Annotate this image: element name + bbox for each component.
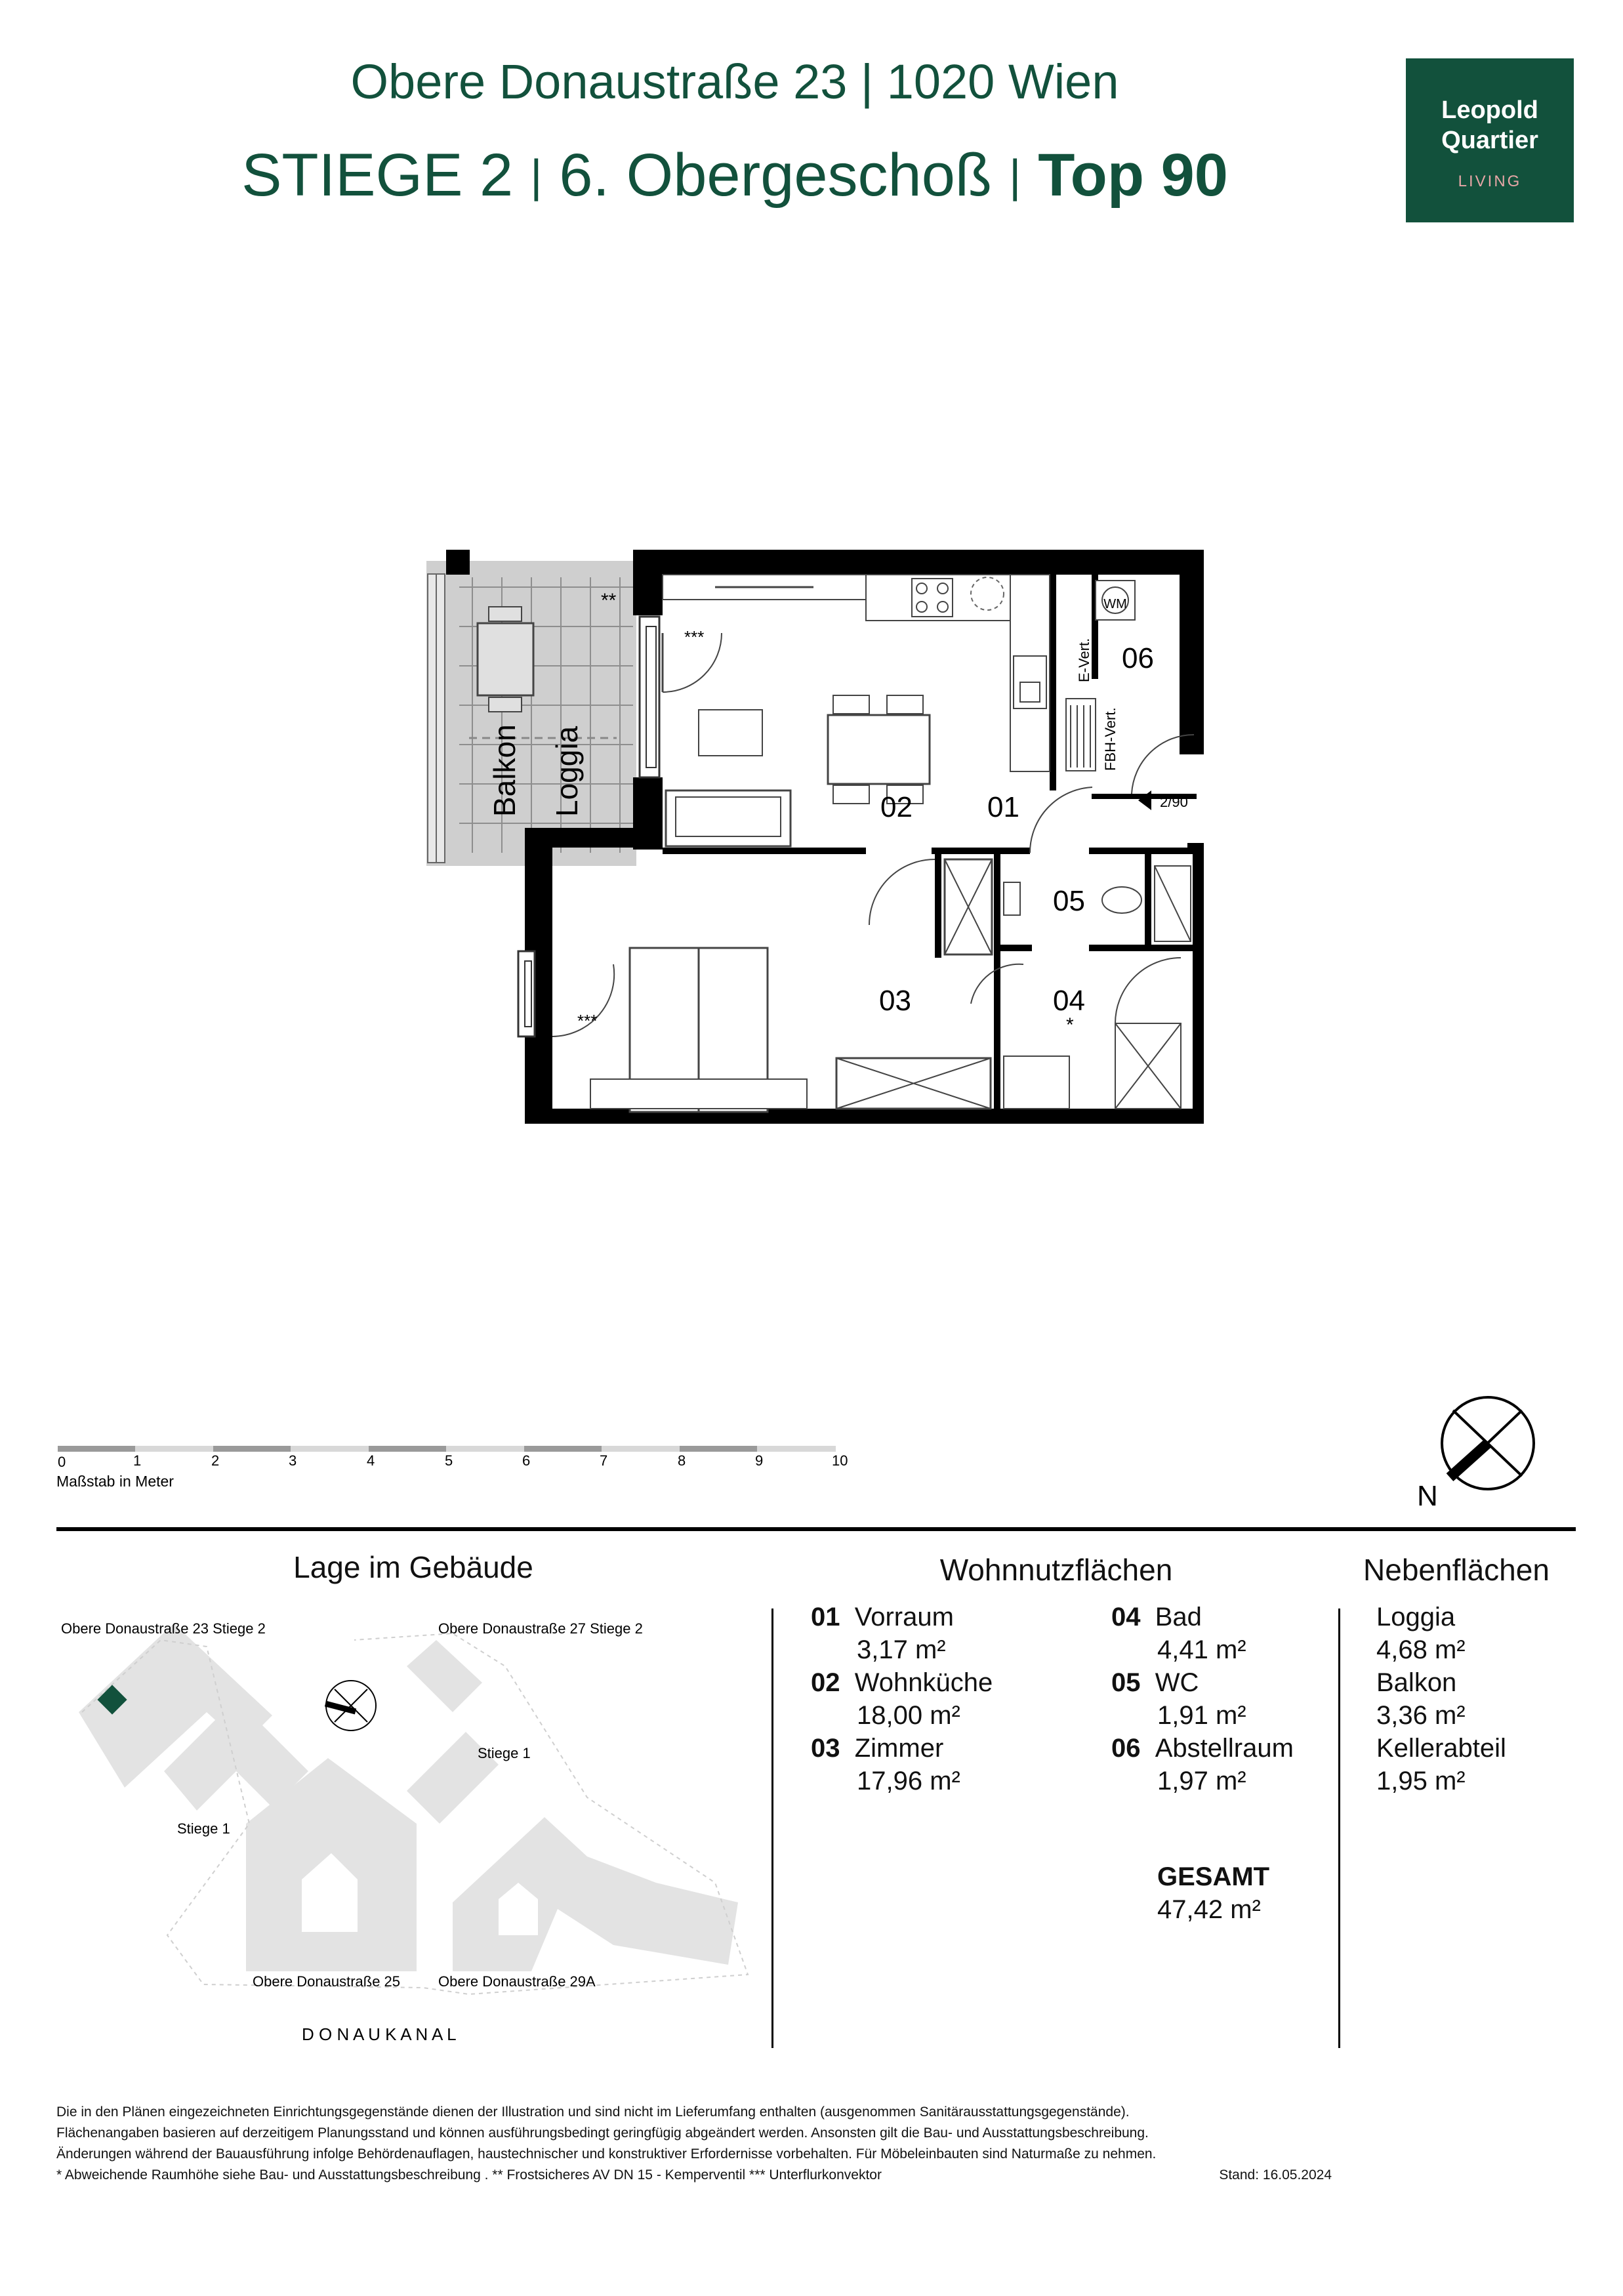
total-label: GESAMT xyxy=(1157,1862,1270,1891)
room-name: Bad xyxy=(1155,1603,1202,1631)
total xyxy=(1157,1860,1328,1926)
date-stamp: Stand: 16.05.2024 xyxy=(1219,2167,1332,2183)
scale-tick: 3 xyxy=(289,1452,297,1469)
room-num: 02 xyxy=(811,1668,840,1697)
logo-line-1: Leopold xyxy=(1441,96,1538,124)
footnote-star: *** xyxy=(684,627,705,647)
scale-caption: Maßstab in Meter xyxy=(56,1473,174,1490)
fbh-vert-label: FBH-Vert. xyxy=(1102,707,1119,771)
disclaimer-line: Die in den Plänen eingezeichneten Einrichtungsgegenstände dienen der Illustration und sind nicht im Lieferumfang enthalten (ausgenommen Sanitärausstattungsgegenstände). xyxy=(56,2104,1130,2120)
divider xyxy=(56,1527,1576,1531)
room-area: 1,91 m² xyxy=(1157,1701,1246,1730)
scale-tick: 1 xyxy=(133,1452,142,1469)
address-title: Obere Donaustraße 23 | 1020 Wien xyxy=(350,54,1119,109)
room-num: 06 xyxy=(1111,1734,1141,1763)
room-number: 04 xyxy=(1053,985,1085,1017)
scale-tick: 5 xyxy=(445,1452,453,1469)
room-area: 4,41 m² xyxy=(1157,1635,1246,1664)
room-number: 03 xyxy=(879,985,911,1017)
room-area: 1,97 m² xyxy=(1157,1767,1246,1795)
room-name: Vorraum xyxy=(854,1603,954,1631)
unit-title xyxy=(0,141,1469,210)
scale-tick: 9 xyxy=(755,1452,764,1469)
room-area: 18,00 m² xyxy=(857,1701,960,1730)
room-entry xyxy=(811,1666,1086,1699)
disclaimer xyxy=(56,2102,1395,2186)
loggia-label: Loggia xyxy=(550,726,584,817)
column-divider xyxy=(771,1609,773,2048)
scale-tick: 7 xyxy=(600,1452,608,1469)
dining-table xyxy=(828,715,930,784)
logo-line-2: Quartier xyxy=(1441,127,1538,154)
neben-title: Nebenflächen xyxy=(1363,1553,1550,1587)
scale-tick: 4 xyxy=(367,1452,375,1469)
separator: | xyxy=(530,150,543,201)
wohnnutz-col1 xyxy=(811,1601,1086,1797)
site-label: Obere Donaustraße 25 xyxy=(253,1973,401,1990)
river-label: D O N A U K A N A L xyxy=(302,2024,457,2044)
site-label: Obere Donaustraße 29A xyxy=(438,1973,596,1990)
room-number: 06 xyxy=(1122,642,1154,674)
room-entry xyxy=(1111,1666,1334,1699)
total-area: 47,42 m² xyxy=(1157,1895,1261,1924)
room-name: Wohnküche xyxy=(854,1668,993,1697)
site-label: Obere Donaustraße 27 Stiege 2 xyxy=(438,1620,643,1637)
scale-bar xyxy=(52,1440,866,1492)
scale-tick: 10 xyxy=(832,1452,848,1469)
room-entry xyxy=(1111,1732,1334,1765)
wohnnutz-title: Wohnnutzflächen xyxy=(939,1553,1173,1587)
scale-tick: 0 xyxy=(58,1454,66,1470)
balcony-table xyxy=(478,623,533,695)
brand-logo xyxy=(1406,58,1574,222)
top-label: Top 90 xyxy=(1038,142,1228,209)
compass xyxy=(1404,1391,1548,1515)
room-name: Abstellraum xyxy=(1155,1734,1294,1763)
room-number: 01 xyxy=(987,791,1019,823)
room-number: 02 xyxy=(880,791,913,823)
neben-area: 1,95 m² xyxy=(1376,1767,1466,1795)
room-num: 01 xyxy=(811,1603,840,1631)
wm-label: WM xyxy=(1103,597,1127,611)
door-label: 2/90 xyxy=(1160,794,1188,810)
floor-label: 6. Obergeschoß xyxy=(559,142,993,209)
footnote-star: *** xyxy=(577,1011,598,1031)
coffee-table xyxy=(699,710,762,756)
scale-tick: 6 xyxy=(522,1452,531,1469)
neben-name: Loggia xyxy=(1376,1603,1456,1631)
room-num: 03 xyxy=(811,1734,840,1763)
room-number: 05 xyxy=(1053,885,1085,917)
e-vert-label: E-Vert. xyxy=(1076,638,1092,682)
neben-name: Kellerabteil xyxy=(1376,1734,1506,1763)
neben-area: 4,68 m² xyxy=(1376,1635,1466,1664)
room-area: 17,96 m² xyxy=(857,1767,960,1795)
stiege-label: STIEGE 2 xyxy=(241,142,514,209)
footnote-star: * xyxy=(1066,1014,1074,1036)
room-num: 04 xyxy=(1111,1603,1141,1631)
room-entry xyxy=(1111,1601,1334,1633)
site-label: Stiege 1 xyxy=(478,1745,531,1761)
site-label: Obere Donaustraße 23 Stiege 2 xyxy=(61,1620,266,1637)
footnote-star: ** xyxy=(601,590,617,611)
disclaimer-line: Änderungen während der Bauausführung infolge Behördenauflagen, haustechnischer und konstruktiver Erfordernisse vorbehalten. Für Möbeleinbauten sind Naturmaße zu nehmen. xyxy=(56,2146,1157,2162)
balkon-label: Balkon xyxy=(487,724,522,817)
neben-name: Balkon xyxy=(1376,1668,1457,1697)
column-divider xyxy=(1338,1609,1340,2048)
lage-title: Lage im Gebäude xyxy=(293,1550,533,1584)
north-label: N xyxy=(1417,1480,1438,1512)
room-name: WC xyxy=(1155,1668,1199,1697)
logo-line-3: LIVING xyxy=(1458,173,1522,190)
room-entry xyxy=(811,1732,1086,1765)
disclaimer-line: * Abweichende Raumhöhe siehe Bau- und Ausstattungsbeschreibung . ** Frostsicheres AV DN 15 - Kemperventil *** Unterflurkonvektor xyxy=(56,2167,882,2183)
neben-area: 3,36 m² xyxy=(1376,1701,1466,1730)
disclaimer-line: Flächenangaben basieren auf derzeitigem Planungsstand und können ausführungsbedingt geringfügig abgeändert werden. Ansonsten gilt die Bau- und Ausstattungsbeschreibung. xyxy=(56,2125,1149,2141)
wohnnutz-col2 xyxy=(1111,1601,1334,1797)
room-entry xyxy=(811,1601,1086,1633)
site-label: Stiege 1 xyxy=(177,1820,230,1837)
scale-tick: 2 xyxy=(211,1452,220,1469)
scale-tick: 8 xyxy=(678,1452,686,1469)
room-name: Zimmer xyxy=(854,1734,944,1763)
neben-list xyxy=(1376,1601,1573,1797)
room-area: 3,17 m² xyxy=(857,1635,946,1664)
separator: | xyxy=(1009,150,1021,201)
floor-plan xyxy=(420,538,1227,1128)
site-plan xyxy=(52,1601,774,2047)
room-num: 05 xyxy=(1111,1668,1141,1697)
